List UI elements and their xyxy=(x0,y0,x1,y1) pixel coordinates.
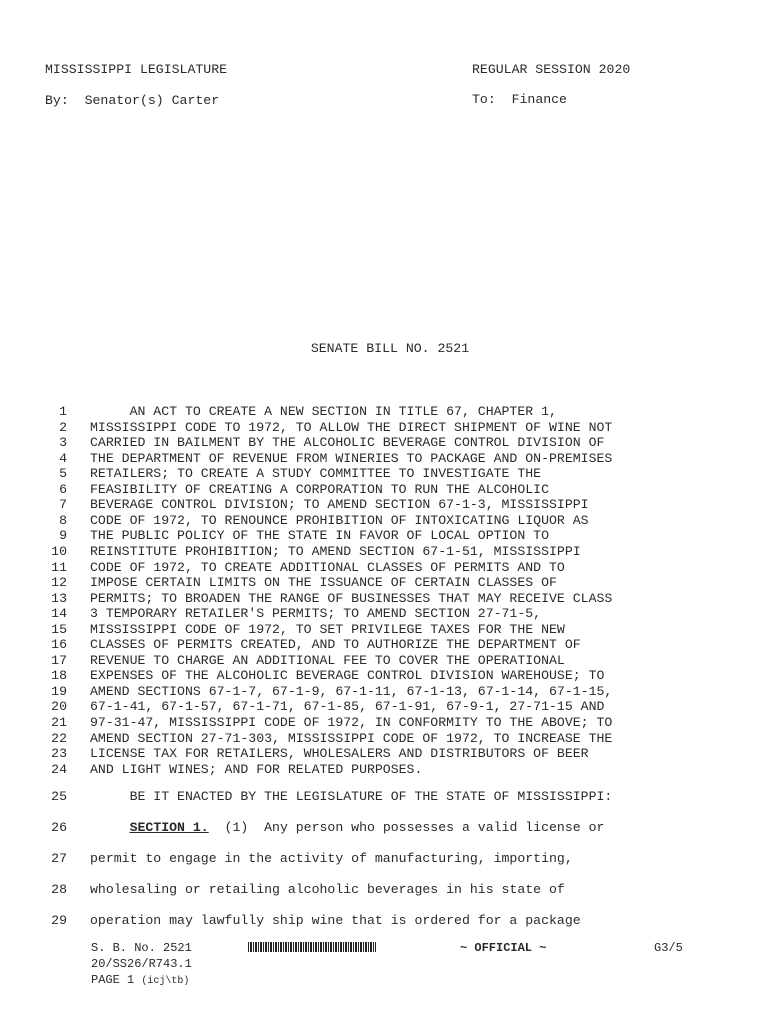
section-text: (1) Any person who possesses a valid license or xyxy=(208,820,605,835)
line-number: 10 xyxy=(51,543,67,559)
line-number: 2 xyxy=(59,419,67,435)
line-number: 19 xyxy=(51,683,67,699)
line-number: 5 xyxy=(59,466,67,482)
to-label: To: xyxy=(472,92,496,107)
line-number: 3 xyxy=(59,435,67,451)
section-heading: SECTION 1. xyxy=(129,820,209,835)
title-line xyxy=(0,684,770,700)
title-line xyxy=(0,513,770,529)
footer-bill-number: S. B. No. 2521 xyxy=(91,941,192,955)
title-line xyxy=(0,622,770,638)
line-number: 7 xyxy=(59,497,67,513)
line-text: BE IT ENACTED BY THE LEGISLATURE OF THE STATE OF MISSISSIPPI: xyxy=(90,789,613,804)
line-text: EXPENSES OF THE ALCOHOLIC BEVERAGE CONTROL DIVISION WAREHOUSE; TO xyxy=(90,668,605,684)
line-number: 6 xyxy=(59,481,67,497)
line-number: 26 xyxy=(51,820,67,835)
committee-name: Finance xyxy=(511,92,567,107)
line-number: 23 xyxy=(51,746,67,762)
title-line xyxy=(0,497,770,513)
barcode xyxy=(248,942,376,952)
line-number: 17 xyxy=(51,652,67,668)
title-line xyxy=(0,451,770,467)
footer-code-right: G3/5 xyxy=(654,941,683,955)
page-footer xyxy=(91,941,691,991)
line-text: CLASSES OF PERMITS CREATED, AND TO AUTHORIZE THE DEPARTMENT OF xyxy=(90,637,581,653)
legislature-name: MISSISSIPPI LEGISLATURE xyxy=(45,62,228,77)
line-text: AND LIGHT WINES; AND FOR RELATED PURPOSES. xyxy=(90,761,423,777)
section-1-line xyxy=(0,820,770,836)
line-number: 18 xyxy=(51,668,67,684)
line-number: 21 xyxy=(51,715,67,730)
line-text: IMPOSE CERTAIN LIMITS ON THE ISSUANCE OF CERTAIN CLASSES OF xyxy=(90,575,557,591)
line-text: AN ACT TO CREATE A NEW SECTION IN TITLE 67, CHAPTER 1, xyxy=(90,404,557,419)
line-text: CARRIED IN BAILMENT BY THE ALCOHOLIC BEVERAGE CONTROL DIVISION OF xyxy=(90,435,605,451)
title-line xyxy=(0,653,770,669)
title-line xyxy=(0,482,770,498)
line-number: 12 xyxy=(51,575,67,591)
title-line xyxy=(0,420,770,436)
title-line xyxy=(0,637,770,653)
official-mark: ~ OFFICIAL ~ xyxy=(460,941,547,955)
title-line xyxy=(0,466,770,482)
line-number: 28 xyxy=(51,882,67,897)
title-line xyxy=(0,575,770,591)
line-number: 22 xyxy=(51,730,67,746)
line-text: AMEND SECTIONS 67-1-7, 67-1-9, 67-1-11, 67-1-13, 67-1-14, 67-1-15, xyxy=(90,683,613,699)
line-text: wholesaling or retailing alcoholic beverages in his state of xyxy=(90,882,565,897)
line-number: 15 xyxy=(51,621,67,637)
line-text: THE PUBLIC POLICY OF THE STATE IN FAVOR OF LOCAL OPTION TO xyxy=(90,528,549,544)
typist-initials: (icj\tb) xyxy=(141,976,190,987)
line-number: 14 xyxy=(51,606,67,622)
line-text: CODE OF 1972, TO RENOUNCE PROHIBITION OF INTOXICATING LIQUOR AS xyxy=(90,512,589,528)
committee-line xyxy=(472,92,567,107)
line-text: THE DEPARTMENT OF REVENUE FROM WINERIES TO PACKAGE AND ON-PREMISES xyxy=(90,450,613,466)
title-line xyxy=(0,731,770,747)
line-number: 8 xyxy=(59,512,67,528)
title-line xyxy=(0,435,770,451)
enacting-clause xyxy=(0,789,770,805)
indent xyxy=(90,820,130,835)
title-line xyxy=(0,404,770,420)
line-text xyxy=(90,820,604,835)
footer-document-code: 20/SS26/R743.1 xyxy=(91,957,192,971)
line-text: BEVERAGE CONTROL DIVISION; TO AMEND SECTION 67-1-3, MISSISSIPPI xyxy=(90,497,589,513)
title-line xyxy=(0,606,770,622)
title-line xyxy=(0,715,770,731)
line-text: 67-1-41, 67-1-57, 67-1-71, 67-1-85, 67-1-91, 67-9-1, 27-71-15 AND xyxy=(90,699,605,715)
line-text: PERMITS; TO BROADEN THE RANGE OF BUSINESSES THAT MAY RECEIVE CLASS xyxy=(90,590,613,606)
line-number: 24 xyxy=(51,761,67,777)
line-number: 4 xyxy=(59,450,67,466)
title-line xyxy=(0,544,770,560)
line-text: REINSTITUTE PROHIBITION; TO AMEND SECTION 67-1-51, MISSISSIPPI xyxy=(90,543,581,559)
bill-title: SENATE BILL NO. 2521 xyxy=(310,341,470,356)
body-line xyxy=(0,913,770,929)
line-text: MISSISSIPPI CODE TO 1972, TO ALLOW THE DIRECT SHIPMENT OF WINE NOT xyxy=(90,419,613,435)
body-line xyxy=(0,882,770,898)
line-text: CODE OF 1972, TO CREATE ADDITIONAL CLASSES OF PERMITS AND TO xyxy=(90,559,565,575)
line-number: 13 xyxy=(51,590,67,606)
page-number: PAGE 1 xyxy=(91,973,135,987)
line-text: AMEND SECTION 27-71-303, MISSISSIPPI CODE OF 1972, TO INCREASE THE xyxy=(90,730,613,746)
title-line xyxy=(0,762,770,778)
by-label: By: xyxy=(45,93,69,108)
line-number: 1 xyxy=(59,404,67,419)
line-text: RETAILERS; TO CREATE A STUDY COMMITTEE TO INVESTIGATE THE xyxy=(90,466,542,482)
line-text: 97-31-47, MISSISSIPPI CODE OF 1972, IN CONFORMITY TO THE ABOVE; TO xyxy=(90,715,613,730)
footer-page xyxy=(91,973,189,987)
body-line xyxy=(0,851,770,867)
title-line xyxy=(0,560,770,576)
line-number: 20 xyxy=(51,699,67,715)
line-number: 11 xyxy=(51,559,67,575)
title-line xyxy=(0,699,770,715)
line-number: 16 xyxy=(51,637,67,653)
line-number: 27 xyxy=(51,851,67,866)
title-line xyxy=(0,746,770,762)
line-text: FEASIBILITY OF CREATING A CORPORATION TO RUN THE ALCOHOLIC xyxy=(90,481,549,497)
line-text: MISSISSIPPI CODE OF 1972, TO SET PRIVILEGE TAXES FOR THE NEW xyxy=(90,621,565,637)
line-text: permit to engage in the activity of manufacturing, importing, xyxy=(90,851,573,866)
sponsor-line xyxy=(45,93,219,108)
line-number: 25 xyxy=(51,789,67,804)
line-text: operation may lawfully ship wine that is ordered for a package xyxy=(90,913,581,928)
title-line xyxy=(0,668,770,684)
session-label: REGULAR SESSION 2020 xyxy=(472,62,631,77)
title-line xyxy=(0,528,770,544)
line-number: 9 xyxy=(59,528,67,544)
line-text: LICENSE TAX FOR RETAILERS, WHOLESALERS AND DISTRIBUTORS OF BEER xyxy=(90,746,589,762)
line-text: 3 TEMPORARY RETAILER'S PERMITS; TO AMEND SECTION 27-71-5, xyxy=(90,606,542,622)
line-number: 29 xyxy=(51,913,67,928)
sponsor-name: Senator(s) Carter xyxy=(84,93,220,108)
line-text: REVENUE TO CHARGE AN ADDITIONAL FEE TO COVER THE OPERATIONAL xyxy=(90,652,565,668)
title-line xyxy=(0,591,770,607)
